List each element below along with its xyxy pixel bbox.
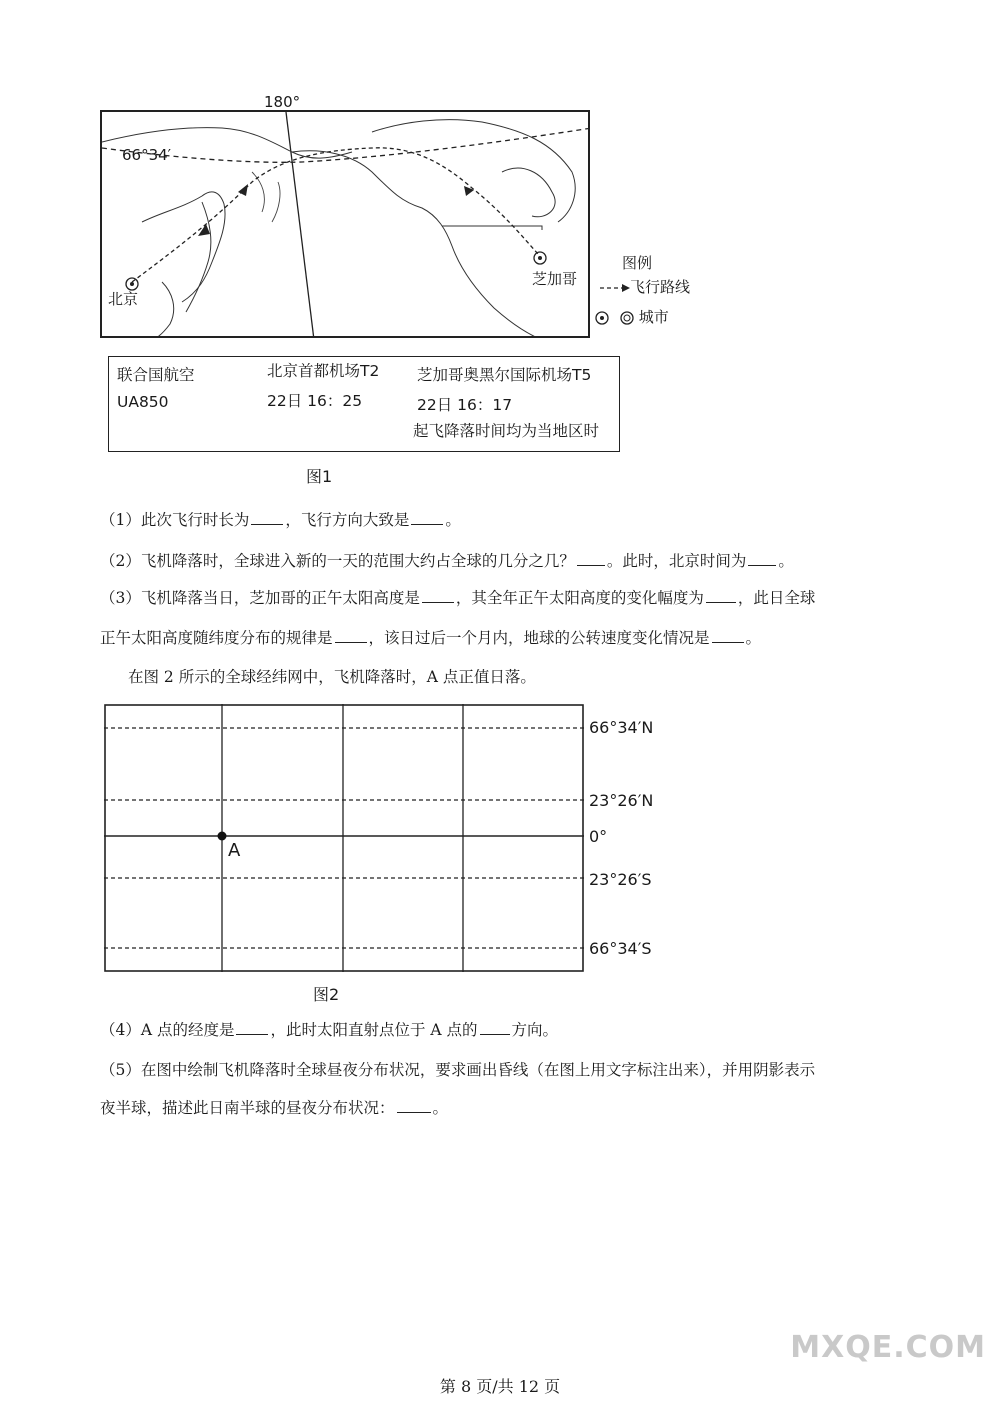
point-a-marker (218, 832, 227, 841)
answer-blank[interactable] (748, 551, 776, 566)
route-arrow-2 (238, 184, 248, 196)
time-note: 起飞降落时间均为当地区时 (413, 422, 600, 440)
legend-city-label: 城市 (638, 308, 669, 326)
lat-label-23n: 23°26′N (589, 791, 654, 810)
answer-blank[interactable] (706, 588, 736, 603)
flight-route-map (100, 110, 590, 338)
lat-long-grid (104, 704, 584, 972)
point-a-label: A (228, 840, 241, 861)
lat-label-23s: 23°26′S (589, 870, 652, 889)
legend-city (594, 306, 669, 327)
figure2-caption: 图2 (313, 985, 340, 1004)
flight-info-box (108, 356, 620, 452)
question-3: （3）飞机降落当日，芝加哥的正午太阳高度是 ，其全年正午太阳高度的变化幅度为 ，此日全球 (100, 589, 816, 607)
answer-blank[interactable] (712, 628, 744, 643)
flight-route-line (132, 148, 538, 282)
route-legend-icon (600, 283, 630, 293)
answer-blank[interactable] (397, 1098, 431, 1113)
lat-label-66n: 66°34′N (589, 718, 654, 737)
question-4: （4）A 点的经度是 ，此时太阳直射点位于 A 点的 方向。 (100, 1021, 559, 1039)
airline-name: 联合国航空 (117, 366, 195, 384)
map-drawing (102, 112, 590, 338)
legend-title: 图例 (622, 254, 653, 272)
answer-blank[interactable] (577, 551, 605, 566)
meridian-180-line (286, 112, 314, 338)
question-2: （2）飞机降落时，全球进入新的一天的范围大约占全球的几分之几？ 。此时，北京时间为 。 (100, 552, 794, 570)
answer-blank[interactable] (335, 628, 367, 643)
arrival-airport: 芝加哥奥黑尔国际机场T5 (417, 366, 592, 384)
border-line (442, 226, 542, 230)
legend-route-label: 飞行路线 (630, 278, 691, 296)
city-legend-icon (594, 310, 614, 326)
answer-blank[interactable] (251, 510, 283, 525)
hudson-bay (502, 168, 555, 217)
arrival-time: 22日 16：17 (417, 396, 513, 414)
departure-airport: 北京首都机场T2 (267, 362, 380, 380)
question-5-cont: 夜半球，描述此日南半球的昼夜分布状况： 。 (100, 1099, 449, 1117)
coast-asia (142, 192, 225, 302)
figure2-intro: 在图 2 所示的全球经纬网中，飞机降落时，A 点正值日落。 (128, 668, 536, 686)
japan-islands (186, 202, 211, 312)
coast-china (152, 282, 174, 338)
route-arrow-3 (464, 186, 474, 196)
page-footer: 第 8 页/共 12 页 (439, 1377, 561, 1396)
figure1-caption: 图1 (306, 467, 333, 486)
answer-blank[interactable] (411, 510, 443, 525)
coast-america (292, 151, 542, 338)
city-legend-icon-2 (619, 310, 639, 326)
departure-time: 22日 16：25 (267, 392, 363, 410)
grid-drawing (104, 704, 584, 972)
meridian-180-label: 180° (264, 93, 301, 111)
answer-blank[interactable] (480, 1020, 510, 1035)
flight-number: UA850 (117, 393, 169, 411)
lat-label-equator: 0° (589, 827, 608, 846)
beijing-label: 北京 (108, 290, 139, 308)
arctic-circle-label: 66°34′ (122, 146, 172, 164)
answer-blank[interactable] (422, 588, 454, 603)
answer-blank[interactable] (236, 1020, 268, 1035)
lat-label-66s: 66°34′S (589, 939, 652, 958)
watermark: MXQE.COM (790, 1330, 986, 1365)
chicago-label: 芝加哥 (532, 270, 578, 288)
question-5: （5）在图中绘制飞机降落时全球昼夜分布状况，要求画出昏线（在图上用文字标注出来），并用阴影表示 (100, 1061, 816, 1079)
question-1: （1）此次飞行时长为 ，飞行方向大致是 。 (100, 511, 461, 529)
legend-route (600, 276, 690, 297)
question-3-cont: 正午太阳高度随纬度分布的规律是 ，该日过后一个月内，地球的公转速度变化情况是 。 (100, 629, 762, 647)
